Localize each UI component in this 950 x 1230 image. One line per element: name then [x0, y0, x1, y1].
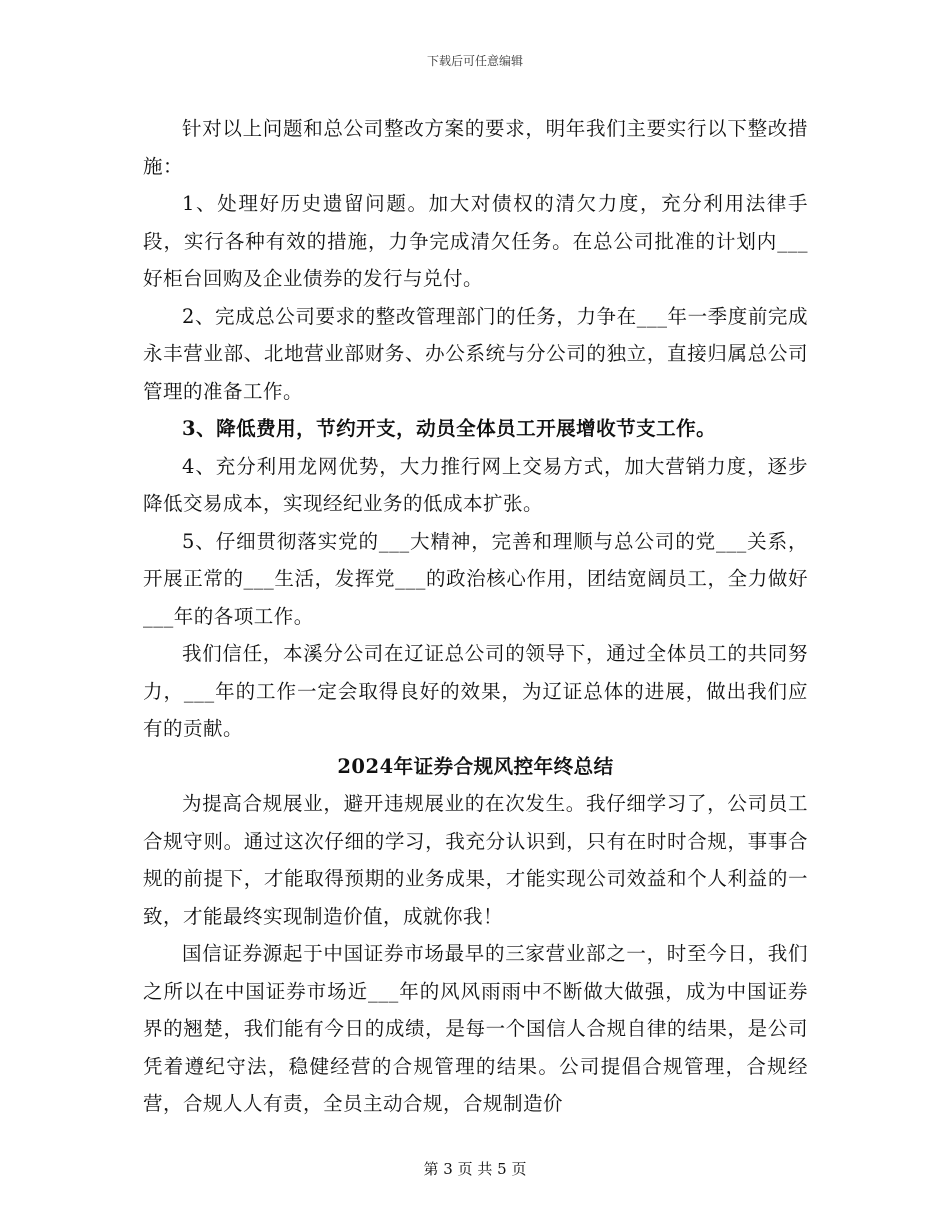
document-body: [143, 110, 808, 1123]
paragraph-item-1: 1、处理好历史遗留问题。加大对债权的清欠力度，充分利用法律手段，实行各种有效的措施，力争完成清欠任务。在总公司批准的计划内___好柜台回购及企业债券的发行与兑付。: [143, 192, 808, 290]
section-paragraph-2: 国信证券源起于中国证券市场最早的三家营业部之一，时至今日，我们之所以在中国证券市场近___年的风风雨雨中不断做大做强，成为中国证券界的翘楚，我们能有今日的成绩，是每一个国信人合规自律的结果，是公司凭着遵纪守法，稳健经营的合规管理的结果。公司提倡合规管理，合规经营，合规人人有责，全员主动合规，合规制造价: [143, 942, 808, 1115]
paragraph-intro: 针对以上问题和总公司整改方案的要求，明年我们主要实行以下整改措施：: [143, 117, 808, 178]
page-footer: 第 3 页 共 5 页: [423, 1160, 527, 1178]
paragraph-conclusion: 我们信任，本溪分公司在辽证总公司的领导下，通过全体员工的共同努力，___年的工作一定会取得良好的效果，为辽证总体的进展，做出我们应有的贡献。: [143, 642, 808, 740]
paragraph-item-3: 3、降低费用，节约开支，动员全体员工开展增收节支工作。: [182, 417, 717, 440]
paragraph-item-2: 2、完成总公司要求的整改管理部门的任务，力争在___年一季度前完成永丰营业部、北地营业部财务、办公系统与分公司的独立，直接归属总公司管理的准备工作。: [143, 304, 808, 403]
page-header: 下载后可任意编辑: [426, 54, 523, 68]
section-title: 2024年证券合规风控年终总结: [337, 754, 614, 778]
paragraph-item-5: 5、仔细贯彻落实党的___大精神，完善和理顺与总公司的党___关系，开展正常的___生活，发挥党___的政治核心作用，团结宽阔员工，全力做好___年的各项工作。: [143, 529, 808, 628]
paragraph-item-4: 4、充分利用龙网优势，大力推行网上交易方式，加大营销力度，逐步降低交易成本，实现经纪业务的低成本扩张。: [143, 454, 808, 515]
section-paragraph-1: 为提高合规展业，避开违规展业的在次发生。我仔细学习了，公司员工合规守则。通过这次仔细的学习，我充分认识到，只有在时时合规，事事合规的前提下，才能取得预期的业务成果，才能实现公司效益和个人利益的一致，才能最终实现制造价值，成就你我！: [143, 792, 808, 928]
